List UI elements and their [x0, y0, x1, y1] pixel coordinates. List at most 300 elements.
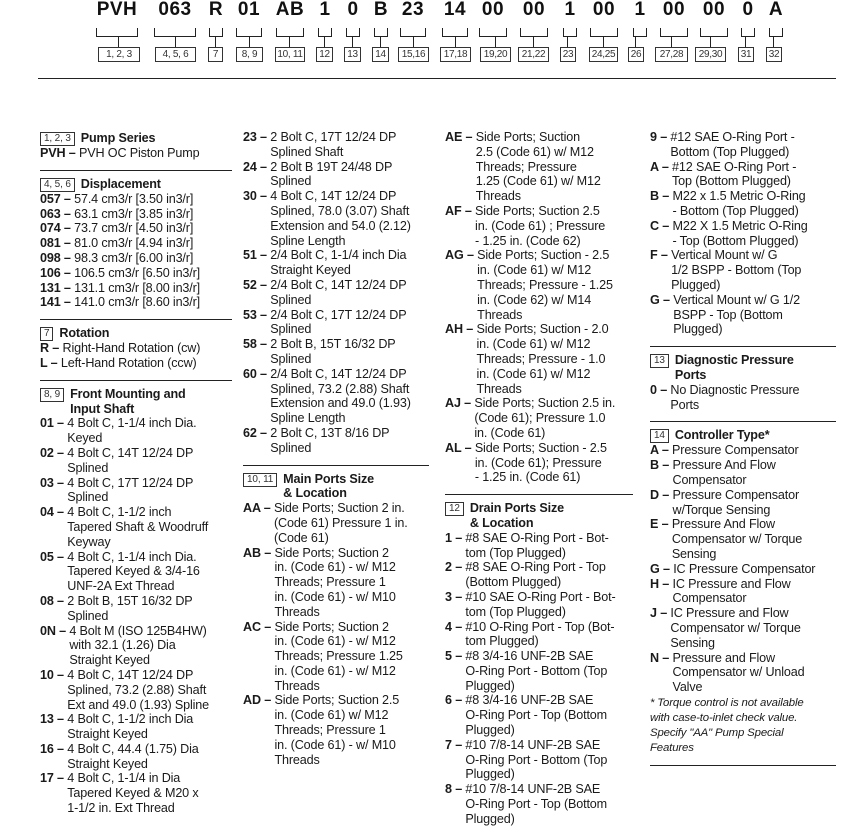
option-entry	[40, 624, 232, 668]
bracket-stem	[380, 37, 381, 47]
option-code: 7 –	[445, 737, 466, 752]
model-code-segment: 0	[742, 0, 754, 20]
model-code-header	[0, 0, 846, 80]
option-code: A –	[650, 443, 673, 458]
option-code: 08 –	[40, 593, 68, 608]
option-description: IC Pressure and Flow Compensator	[672, 576, 791, 606]
option-description: Side Ports; Suction 2 in. (Code 61) - w/ M12 Threads; Pressure 1 in. (Code 61) - w/ M10 Threads	[274, 545, 396, 619]
option-entry	[40, 476, 232, 506]
option-entry	[650, 651, 836, 695]
bracket-line	[700, 28, 728, 37]
option-entry	[445, 441, 633, 485]
option-code: 2 –	[445, 560, 466, 575]
position-box: 12	[445, 502, 464, 516]
position-number-box: 23	[560, 47, 576, 62]
option-entry	[243, 426, 429, 456]
bracket-stem	[773, 37, 774, 47]
option-description: 2 Bolt C, 17T 12/24 DP Splined Shaft	[270, 130, 397, 159]
option-description: 57.4 cm3/r [3.50 in3/r]	[74, 191, 194, 206]
bracket-stem	[671, 37, 672, 47]
section-title: Front Mounting and Input Shaft	[70, 386, 186, 416]
option-code: 13 –	[40, 712, 68, 727]
bracket-line	[479, 28, 507, 37]
section-heading	[243, 472, 429, 502]
option-code: PVH –	[40, 146, 79, 160]
section-divider	[445, 494, 633, 495]
option-code: G –	[650, 292, 674, 307]
option-code: 3 –	[445, 589, 466, 604]
bracket-stem	[533, 37, 534, 47]
option-description: 98.3 cm3/r [6.00 in3/r]	[74, 250, 194, 265]
section-heading	[40, 387, 232, 417]
option-entry	[243, 308, 429, 338]
option-description: #8 3/4-16 UNF-2B SAE O-Ring Port - Bottom (Top Plugged)	[465, 649, 608, 693]
option-code: AH –	[445, 322, 477, 337]
model-code-segment: 00	[522, 0, 546, 20]
option-description: 4 Bolt C, 44.4 (1.75) Dia Straight Keyed	[67, 741, 199, 771]
option-code: 1 –	[445, 530, 466, 545]
option-description: Side Ports; Suction 2 in. (Code 61) - w/ M12 Threads; Pressure 1.25 in. (Code 61) - w/ M12 Threads	[274, 619, 403, 693]
option-entry	[40, 594, 232, 624]
option-code: 106 –	[40, 265, 75, 280]
option-description: 2/4 Bolt C, 17T 12/24 DP Splined	[270, 307, 407, 337]
option-code: 9 –	[650, 130, 671, 144]
option-entry	[40, 221, 232, 236]
option-description: Vertical Mount w/ G 1/2 BSPP - Top (Bottom Plugged)	[673, 292, 800, 337]
model-code-segment: 00	[481, 0, 505, 20]
section-title: Controller Type*	[674, 428, 770, 443]
bracket-stem	[118, 37, 119, 47]
section-title: Pump Series	[80, 131, 156, 145]
option-description: #12 SAE O-Ring Port - Top (Bottom Plugged)	[672, 159, 797, 189]
option-entry	[650, 562, 836, 577]
option-code: 16 –	[40, 741, 68, 756]
bracket-stem	[249, 37, 250, 47]
position-number-box: 27,28	[655, 47, 688, 62]
option-description: 131.1 cm3/r [8.00 in3/r]	[74, 280, 201, 295]
bracket-stem	[745, 37, 746, 47]
model-code-segment: R	[208, 0, 224, 20]
position-number-box: 7	[208, 47, 223, 62]
option-description: Side Ports; Suction - 2.5 in. (Code 61) w/ M12 Threads; Pressure - 1.25 in. (Code 62) w/ M14 Threads	[477, 248, 613, 322]
section-heading	[650, 353, 836, 383]
option-code: AD –	[243, 693, 275, 708]
option-description: 63.1 cm3/r [3.85 in3/r]	[74, 206, 194, 221]
option-code: R –	[40, 341, 63, 356]
option-code: AL –	[445, 440, 475, 455]
bracket-line	[633, 28, 647, 37]
model-code-segment: 14	[443, 0, 467, 20]
model-code-segment: PVH	[96, 0, 138, 20]
option-code: AB –	[243, 545, 275, 560]
model-code-segment: 063	[158, 0, 192, 20]
position-box: 10, 11	[243, 473, 277, 487]
option-entry	[243, 620, 429, 694]
option-code: AG –	[445, 248, 478, 263]
option-entry	[445, 560, 633, 590]
option-description: M22 x 1.5 Metric O-Ring - Bottom (Top Plugged)	[672, 189, 806, 218]
option-entry	[650, 248, 836, 292]
position-number-box: 12	[316, 47, 333, 62]
option-entry	[445, 620, 633, 650]
option-entry	[40, 416, 232, 446]
option-code: L –	[40, 355, 61, 370]
option-entry	[40, 281, 232, 296]
option-entry	[650, 293, 836, 337]
bracket-stem	[413, 37, 414, 47]
bracket-line	[660, 28, 688, 37]
option-code: 02 –	[40, 445, 68, 460]
section-heading	[445, 501, 633, 531]
option-description: 4 Bolt C, 1-1/2 inch Dia Straight Keyed	[67, 712, 194, 742]
option-code: C –	[650, 218, 673, 233]
option-entry	[445, 248, 633, 322]
option-code: 098 –	[40, 250, 75, 265]
bracket-stem	[710, 37, 711, 47]
position-number-box: 24,25	[589, 47, 618, 62]
model-code-segment: 0	[347, 0, 359, 20]
position-box: 8, 9	[40, 388, 64, 402]
option-entry	[40, 771, 232, 815]
option-entry	[40, 505, 232, 549]
option-description: Pressure Compensator	[672, 443, 799, 458]
option-description: 4 Bolt C, 1-1/2 inch Tapered Shaft & Woodruff Keyway	[67, 505, 209, 549]
bracket-stem	[567, 37, 568, 47]
option-entry	[40, 207, 232, 222]
option-description: Pressure And Flow Compensator w/ Torque Sensing	[671, 517, 803, 561]
option-description: Pressure And Flow Compensator	[672, 458, 776, 487]
option-entry	[243, 501, 429, 545]
bracket-line	[374, 28, 388, 37]
option-description: 2/4 Bolt C, 1-1/4 inch Dia Straight Keyed	[270, 248, 407, 278]
section-divider	[650, 765, 836, 766]
option-description: Side Ports; Suction 2 in. (Code 61) Pressure 1 in. (Code 61)	[273, 501, 408, 545]
option-description: #10 O-Ring Port - Top (Bot- tom Plugged)	[465, 619, 615, 649]
bracket-stem	[352, 37, 353, 47]
option-code: A –	[650, 159, 673, 174]
option-entry	[243, 337, 429, 367]
section-title: Displacement	[80, 176, 161, 191]
option-description: 73.7 cm3/r [4.50 in3/r]	[74, 221, 194, 236]
model-code-segment: 00	[592, 0, 616, 20]
option-description: 106.5 cm3/r [6.50 in3/r]	[74, 265, 201, 280]
position-number-box: 13	[344, 47, 361, 62]
position-number-box: 1, 2, 3	[98, 47, 140, 62]
section-heading	[650, 428, 836, 443]
option-code: 62 –	[243, 425, 271, 440]
option-description: Side Ports; Suction - 2.0 in. (Code 61) w/ M12 Threads; Pressure - 1.0 in. (Code 61) w/ M12 Threads	[476, 322, 609, 396]
option-entry	[40, 712, 232, 742]
position-number-box: 19,20	[480, 47, 511, 62]
option-code: 04 –	[40, 505, 68, 520]
option-code: AC –	[243, 619, 275, 634]
option-description: 4 Bolt C, 1-1/4 inch Dia. Tapered Keyed & 3/4-16 UNF-2A Ext Thread	[67, 549, 200, 594]
option-description: 4 Bolt C, 1-1/4 in Dia Tapered Keyed & M20 x 1-1/2 in. Ext Thread	[67, 771, 199, 816]
bracket-line	[400, 28, 426, 37]
option-entry	[650, 219, 836, 249]
section-divider	[40, 380, 232, 381]
option-code: J –	[650, 606, 671, 621]
option-code: H –	[650, 576, 673, 591]
model-code-segment: B	[373, 0, 389, 20]
divider	[38, 78, 836, 79]
option-entry	[40, 742, 232, 772]
model-code-segment: 1	[634, 0, 646, 20]
model-code-segment: A	[768, 0, 784, 20]
option-entry	[445, 693, 633, 737]
model-code-segment: 1	[319, 0, 331, 20]
bracket-line	[769, 28, 783, 37]
option-description: IC Pressure and Flow Compensator w/ Torque Sensing	[670, 606, 801, 650]
option-code: 141 –	[40, 295, 75, 310]
option-description: 81.0 cm3/r [4.94 in3/r]	[74, 236, 194, 251]
option-entry	[40, 192, 232, 207]
option-description: 2 Bolt B, 15T 16/32 DP Splined	[67, 593, 193, 623]
section-divider	[650, 421, 836, 422]
option-code: 5 –	[445, 649, 466, 664]
position-number-box: 10, 11	[275, 47, 305, 62]
option-description: Pressure and Flow Compensator w/ Unload Valve	[672, 650, 805, 695]
option-code: 53 –	[243, 307, 271, 322]
option-entry	[243, 278, 429, 308]
option-code: 081 –	[40, 236, 75, 251]
footnote: * Torque control is not available with case-to-inlet check value. Specify "AA" Pump Special Features	[650, 696, 804, 754]
option-entry	[445, 322, 633, 396]
option-description: 141.0 cm3/r [8.60 in3/r]	[74, 295, 201, 310]
model-code-segment: 01	[237, 0, 261, 20]
option-description: IC Pressure Compensator	[673, 561, 816, 576]
option-description: 2 Bolt B, 15T 16/32 DP Splined	[270, 337, 396, 366]
option-description: Side Ports; Suction - 2.5 in. (Code 61); Pressure - 1.25 in. (Code 61)	[474, 440, 607, 485]
section-title: Diagnostic Pressure Ports	[674, 353, 794, 382]
option-entry	[40, 266, 232, 281]
option-code: 074 –	[40, 221, 75, 236]
option-entry	[40, 341, 232, 356]
option-description: 2/4 Bolt C, 14T 12/24 DP Splined, 73.2 (2.88) Shaft Extension and 49.0 (1.93) Spline Length	[270, 366, 411, 426]
bracket-line	[741, 28, 755, 37]
option-entry	[650, 443, 836, 458]
option-code: 51 –	[243, 248, 271, 263]
model-code-segment: 00	[702, 0, 726, 20]
position-number-box: 26	[628, 47, 644, 62]
option-entry	[243, 189, 429, 248]
option-entry	[40, 295, 232, 310]
option-description: Right-Hand Rotation (cw)	[62, 341, 201, 356]
option-entry	[445, 649, 633, 693]
option-description: #10 7/8-14 UNF-2B SAE O-Ring Port - Bottom (Top Plugged)	[465, 737, 608, 782]
bracket-line	[236, 28, 262, 37]
section-heading	[40, 131, 232, 146]
bracket-line	[563, 28, 577, 37]
bracket-line	[154, 28, 196, 37]
bracket-stem	[495, 37, 496, 47]
option-code: 4 –	[445, 619, 466, 634]
option-code: 063 –	[40, 206, 75, 221]
position-number-box: 8, 9	[236, 47, 263, 62]
option-code: G –	[650, 561, 674, 576]
option-code: N –	[650, 650, 673, 665]
option-entry	[650, 577, 836, 607]
bracket-line	[346, 28, 360, 37]
option-code: E –	[650, 517, 672, 532]
bracket-line	[442, 28, 468, 37]
option-entry	[650, 160, 836, 190]
option-entry	[40, 668, 232, 712]
section-divider	[650, 346, 836, 347]
option-code: AJ –	[445, 396, 475, 411]
option-description: 2 Bolt C, 13T 8/16 DP Splined	[270, 425, 390, 455]
option-description: 2 Bolt B 19T 24/48 DP Splined	[270, 159, 393, 189]
option-description: Pressure Compensator w/Torque Sensing	[672, 487, 799, 517]
column-2	[243, 130, 429, 767]
bracket-stem	[215, 37, 216, 47]
option-entry	[445, 130, 633, 204]
bracket-stem	[455, 37, 456, 47]
model-code-segment: 23	[401, 0, 425, 20]
option-code: D –	[650, 487, 673, 502]
option-code: 10 –	[40, 667, 68, 682]
option-description: Side Ports; Suction 2.5 in. (Code 61) w/ M12 Threads; Pressure 1 in. (Code 61) - w/ M10 Threads	[274, 693, 400, 767]
option-entry	[445, 531, 633, 561]
option-code: 8 –	[445, 782, 466, 797]
option-description: #8 SAE O-Ring Port - Bot- tom (Top Plugged)	[465, 530, 609, 560]
position-number-box: 32	[766, 47, 782, 62]
option-entry	[40, 550, 232, 594]
bracket-stem	[324, 37, 325, 47]
position-number-box: 17,18	[440, 47, 471, 62]
option-code: 057 –	[40, 191, 75, 206]
option-description: PVH OC Piston Pump	[79, 146, 200, 160]
position-box: 4, 5, 6	[40, 178, 75, 192]
column-1	[40, 130, 232, 816]
bracket-line	[590, 28, 618, 37]
option-description: 4 Bolt C, 17T 12/24 DP Splined	[67, 475, 194, 505]
bracket-stem	[603, 37, 604, 47]
option-code: 131 –	[40, 280, 75, 295]
position-number-box: 14	[372, 47, 389, 62]
bracket-stem	[635, 37, 636, 47]
position-number-box: 4, 5, 6	[155, 47, 196, 62]
option-code: 6 –	[445, 693, 466, 708]
option-description: M22 X 1.5 Metric O-Ring - Top (Bottom Plugged)	[672, 218, 808, 248]
bracket-line	[276, 28, 304, 37]
option-entry	[650, 383, 836, 413]
option-entry	[650, 606, 836, 650]
bracket-line	[96, 28, 138, 37]
option-description: No Diagnostic Pressure Ports	[670, 382, 800, 412]
bracket-line	[318, 28, 332, 37]
bracket-line	[520, 28, 548, 37]
column-3	[445, 130, 633, 827]
option-description: Left-Hand Rotation (ccw)	[60, 355, 197, 370]
option-description: Side Ports; Suction 2.5 (Code 61) w/ M12 Threads; Pressure 1.25 (Code 61) w/ M12 Threads	[475, 130, 601, 204]
option-entry	[40, 146, 232, 161]
bracket-line	[209, 28, 223, 37]
option-entry	[243, 546, 429, 620]
option-entry	[650, 130, 836, 160]
option-entry	[40, 251, 232, 266]
position-box: 7	[40, 327, 53, 341]
section-title: Main Ports Size & Location	[283, 471, 374, 501]
position-number-box: 21,22	[518, 47, 549, 62]
option-description: Side Ports; Suction 2.5 in. (Code 61) ; Pressure - 1.25 in. (Code 62)	[475, 203, 606, 248]
option-entry	[40, 356, 232, 371]
option-description: 2/4 Bolt C, 14T 12/24 DP Splined	[270, 277, 407, 307]
option-description: #8 SAE O-Ring Port - Top (Bottom Plugged)	[465, 560, 606, 590]
option-code: 30 –	[243, 189, 271, 204]
position-number-box: 29,30	[695, 47, 726, 62]
option-code: 0N –	[40, 623, 70, 638]
option-code: B –	[650, 458, 673, 473]
option-entry	[445, 396, 633, 440]
option-entry	[40, 446, 232, 476]
option-entry	[650, 517, 836, 561]
option-code: 03 –	[40, 475, 68, 490]
option-entry	[445, 738, 633, 782]
section-title: Rotation	[59, 326, 110, 341]
option-code: AF –	[445, 203, 476, 218]
option-entry	[243, 367, 429, 426]
position-box: 14	[650, 429, 669, 443]
option-entry	[445, 204, 633, 248]
option-entry	[445, 590, 633, 620]
option-entry	[243, 130, 429, 160]
option-description: #12 SAE O-Ring Port - Bottom (Top Plugged)	[670, 130, 795, 159]
option-description: #10 7/8-14 UNF-2B SAE O-Ring Port - Top (Bottom Plugged)	[465, 782, 608, 826]
section-heading	[40, 326, 232, 341]
option-code: 01 –	[40, 416, 68, 431]
option-entry	[243, 160, 429, 190]
option-code: AA –	[243, 501, 274, 516]
option-description: 4 Bolt C, 14T 12/24 DP Splined, 73.2 (2.88) Shaft Ext and 49.0 (1.93) Spline	[67, 667, 209, 712]
position-box: 1, 2, 3	[40, 132, 75, 146]
section-title: Drain Ports Size & Location	[469, 501, 565, 530]
option-description: Vertical Mount w/ G 1/2 BSPP - Bottom (Top Plugged)	[671, 248, 802, 292]
option-entry	[650, 458, 836, 488]
option-code: F –	[650, 248, 672, 263]
model-code-segment: 00	[662, 0, 686, 20]
option-code: 60 –	[243, 366, 271, 381]
option-entry	[445, 782, 633, 826]
option-code: 58 –	[243, 337, 271, 352]
option-code: 52 –	[243, 277, 271, 292]
option-entry	[650, 488, 836, 518]
option-description: Side Ports; Suction 2.5 in. (Code 61); Pressure 1.0 in. (Code 61)	[474, 396, 616, 440]
option-description: #10 SAE O-Ring Port - Bot- tom (Top Plugged)	[465, 589, 616, 619]
section-divider	[243, 465, 429, 466]
option-entry	[243, 693, 429, 767]
option-description: 4 Bolt C, 14T 12/24 DP Splined, 78.0 (3.07) Shaft Extension and 54.0 (2.12) Spline Length	[270, 189, 411, 248]
option-entry	[650, 189, 836, 219]
position-box: 13	[650, 354, 669, 368]
model-code-segment: 1	[564, 0, 576, 20]
section-divider	[40, 319, 232, 320]
option-entry	[40, 236, 232, 251]
option-code: AE –	[445, 130, 476, 144]
position-number-box: 15,16	[398, 47, 429, 62]
bracket-stem	[175, 37, 176, 47]
bracket-stem	[289, 37, 290, 47]
option-description: 4 Bolt C, 1-1/4 inch Dia. Keyed	[67, 416, 197, 446]
option-code: 17 –	[40, 771, 68, 786]
option-code: 05 –	[40, 549, 68, 564]
column-4	[650, 130, 836, 772]
option-code: 0 –	[650, 382, 671, 397]
section-divider	[40, 170, 232, 171]
model-code-segment: AB	[275, 0, 305, 20]
option-code: 24 –	[243, 159, 271, 174]
section-heading	[40, 177, 232, 192]
